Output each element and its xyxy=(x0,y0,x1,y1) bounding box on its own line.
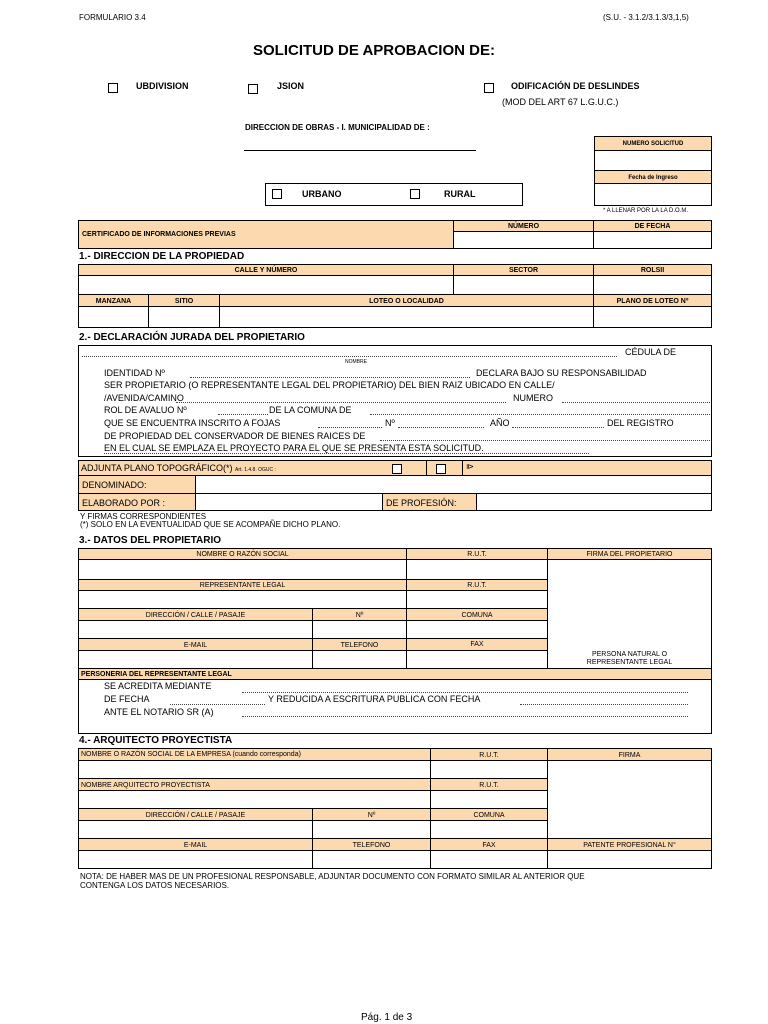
propietario-email-header: E-MAIL xyxy=(78,638,313,651)
firmas-text: Y FIRMAS CORRESPONDIENTES xyxy=(80,512,207,521)
firma-propietario-header: FIRMA DEL PROPIETARIO xyxy=(547,548,712,560)
direccion-obras-label: DIRECCION DE OBRAS - I. MUNICIPALIDAD DE : xyxy=(245,123,430,132)
persona-natural-label: PERSONA NATURAL O xyxy=(591,651,668,658)
municipalidad-line[interactable] xyxy=(244,150,476,151)
propietario-nombre-header: NOMBRE O RAZÓN SOCIAL xyxy=(78,548,407,560)
section-4-title: 4.- ARQUITECTO PROYECTISTA xyxy=(79,735,233,746)
arquitecto-n-field[interactable] xyxy=(312,820,431,839)
numero-solicitud-field[interactable] xyxy=(594,150,712,171)
arquitecto-nombre-header: NOMBRE ARQUITECTO PROYECTISTA xyxy=(78,778,431,791)
acredita-label: SE ACREDITA MEDIANTE xyxy=(104,681,212,691)
propietario-telefono-field[interactable] xyxy=(312,650,407,669)
nombre-line[interactable] xyxy=(82,356,617,357)
urbano-checkbox[interactable] xyxy=(272,189,282,199)
section-1-title: 1.- DIRECCION DE LA PROPIEDAD xyxy=(79,251,245,262)
rol-field[interactable] xyxy=(593,275,712,295)
profesion-field[interactable] xyxy=(476,493,712,511)
representante-rut-header: R.U.T. xyxy=(406,579,548,591)
inscrito-label: QUE SE ENCUENTRA INSCRITO A FOJAS xyxy=(104,418,281,428)
patente-header: PATENTE PROFESIONAL N° xyxy=(547,838,712,851)
empresa-rut-field[interactable] xyxy=(430,760,548,779)
registro-label: DEL REGISTRO xyxy=(607,418,674,428)
urbano-label: URBANO xyxy=(302,189,342,199)
cip-numero-header: NÚMERO xyxy=(453,220,594,232)
ano-label: AÑO xyxy=(490,418,510,428)
propietario-fax-field[interactable] xyxy=(406,650,548,669)
form-id: FORMULARIO 3.4 xyxy=(79,13,146,22)
representante-rut-field[interactable] xyxy=(406,590,548,609)
personeria-fecha-line[interactable] xyxy=(170,704,265,705)
acredita-line[interactable] xyxy=(242,692,688,693)
loteo-header: LOTEO O LOCALIDAD xyxy=(219,294,594,307)
propiedad-label: DE PROPIEDAD DEL CONSERVADOR DE BIENES RAICES DE xyxy=(104,431,366,441)
arquitecto-firma-header: FIRMA xyxy=(547,748,712,761)
rol-header: ROLSII xyxy=(593,264,712,276)
arquitecto-rut-field[interactable] xyxy=(430,790,548,809)
propietario-direccion-header: DIRECCIÓN / CALLE / PASAJE xyxy=(78,608,313,621)
adjunta-plano-label: ADJUNTA PLANO TOPOGRÁFICO(*) xyxy=(81,463,233,473)
arquitecto-email-field[interactable] xyxy=(78,850,313,869)
plano-no-checkbox[interactable] xyxy=(436,464,446,474)
fusion-checkbox[interactable] xyxy=(248,84,258,94)
arquitecto-email-header: E-MAIL xyxy=(78,838,313,851)
conservador-line[interactable] xyxy=(380,440,710,441)
propietario-comuna-header: COMUNA xyxy=(406,608,548,621)
representante-header: REPRESENTANTE LEGAL xyxy=(78,579,407,591)
fusion-label: JSION xyxy=(277,81,305,91)
arquitecto-nombre-field[interactable] xyxy=(78,790,431,809)
numero-line[interactable] xyxy=(562,402,710,403)
dom-note: * A LLENAR POR LA LA D.O.M. xyxy=(603,208,689,214)
nota-line-1: NOTA: DE HABER MAS DE UN PROFESIONAL RESPONSABLE, ADJUNTAR DOCUMENTO CON FORMATO SIMILAR AL ANTERIOR QUE xyxy=(80,872,585,881)
propietario-nombre-field[interactable] xyxy=(78,559,407,580)
rol-avaluo-line[interactable] xyxy=(218,414,268,415)
nota-line-2: CONTENGA LOS DATOS NECESARIOS. xyxy=(80,881,230,890)
elaborado-field[interactable] xyxy=(195,493,383,511)
propietario-comuna-field[interactable] xyxy=(406,620,548,639)
subdivision-label: UBDIVISION xyxy=(136,81,189,91)
rural-label: RURAL xyxy=(444,189,476,199)
plano-divider-a xyxy=(426,460,427,476)
numero-label: NUMERO xyxy=(513,393,553,403)
rural-checkbox[interactable] xyxy=(410,189,420,199)
sector-field[interactable] xyxy=(453,275,594,295)
empresa-field[interactable] xyxy=(78,760,431,779)
calle-header: CALLE Y NÚMERO xyxy=(78,264,454,276)
manzana-header: MANZANA xyxy=(78,294,149,307)
propietario-rut-field[interactable] xyxy=(406,559,548,580)
propietario-fax-header: FAX xyxy=(406,638,548,651)
patente-field[interactable] xyxy=(547,850,712,869)
ser-propietario-text: SER PROPIETARIO (O REPRESENTANTE LEGAL DEL PROPIETARIO) DEL BIEN RAIZ UBICADO EN CALLE/ xyxy=(104,380,555,390)
deslindes-note: (MOD DEL ART 67 L.G.U.C.) xyxy=(502,97,619,107)
arquitecto-direccion-field[interactable] xyxy=(78,820,313,839)
ano-line[interactable] xyxy=(512,427,604,428)
section-2-title: 2.- DECLARACIÓN JURADA DEL PROPIETARIO xyxy=(79,332,305,343)
sitio-header: SITIO xyxy=(148,294,220,307)
representante-field[interactable] xyxy=(78,590,407,609)
direccion-line[interactable] xyxy=(176,402,506,403)
arquitecto-comuna-field[interactable] xyxy=(430,820,548,839)
personeria-fecha-label: DE FECHA xyxy=(104,694,150,704)
propietario-email-field[interactable] xyxy=(78,650,313,669)
n-line[interactable] xyxy=(398,427,484,428)
plano-loteo-field[interactable] xyxy=(593,306,712,328)
adjunta-plano-article: Art. 1.4.8. OGUC : xyxy=(235,467,276,473)
identidad-line[interactable] xyxy=(190,377,470,378)
arquitecto-fax-field[interactable] xyxy=(430,850,548,869)
arquitecto-direccion-header: DIRECCIÓN / CALLE / PASAJE xyxy=(78,808,313,821)
personeria-header: PERSONERIA DEL REPRESENTANTE LEGAL xyxy=(78,668,712,680)
declara-text: DECLARA BAJO SU RESPONSABILIDAD xyxy=(476,368,647,378)
sector-header: SECTOR xyxy=(453,264,594,276)
plano-loteo-header: PLANO DE LOTEO Nº xyxy=(593,294,712,307)
sitio-field[interactable] xyxy=(148,306,220,328)
representante-legal-caption: REPRESENTANTE LEGAL xyxy=(586,659,673,666)
plano-si-checkbox[interactable] xyxy=(392,464,402,474)
arquitecto-fax-header: FAX xyxy=(430,838,548,851)
reducida-line[interactable] xyxy=(520,704,688,705)
section-3-title: 3.- DATOS DEL PROPIETARIO xyxy=(79,535,222,546)
fojas-line[interactable] xyxy=(318,427,382,428)
propietario-direccion-field[interactable] xyxy=(78,620,313,639)
propietario-telefono-header: TELEFONO xyxy=(312,638,407,651)
cip-label-cell: CERTIFICADO DE INFORMACIONES PREVIAS xyxy=(78,220,454,249)
arquitecto-comuna-header: COMUNA xyxy=(430,808,548,821)
arquitecto-firma-field[interactable] xyxy=(547,760,712,839)
page-number: Pág. 1 de 3 xyxy=(361,1012,413,1023)
cip-fecha-field[interactable] xyxy=(593,231,712,249)
fecha-ingreso-header: Fecha de Ingreso xyxy=(594,170,712,184)
rol-avaluo-label: ROL DE AVALUO Nº xyxy=(104,405,187,415)
form-reference: (S.U. - 3.1.2/3.1.3/3,1,5) xyxy=(603,13,689,22)
denominado-label-cell: DENOMINADO: xyxy=(78,475,196,494)
numero-solicitud-header: NUMERO SOLICITUD xyxy=(594,136,712,151)
comuna-label: DE LA COMUNA DE xyxy=(269,405,352,415)
propietario-rut-header: R.U.T. xyxy=(406,548,548,560)
nombre-caption: NOMBRE xyxy=(345,359,367,365)
arquitecto-telefono-field[interactable] xyxy=(312,850,431,869)
cedula-label: CÉDULA DE xyxy=(625,347,677,357)
deslindes-label: ODIFICACIÓN DE DESLINDES xyxy=(511,81,640,91)
subdivision-checkbox[interactable] xyxy=(108,83,118,93)
denominado-field[interactable] xyxy=(195,475,712,494)
page-title: SOLICITUD DE APROBACION DE: xyxy=(253,42,495,59)
fecha-ingreso-field[interactable] xyxy=(594,183,712,206)
empresa-rut-header: R.U.T. xyxy=(430,748,548,761)
emplaza-underline xyxy=(104,453,589,454)
propietario-n-field[interactable] xyxy=(312,620,407,639)
elaborado-label-cell: ELABORADO POR : xyxy=(78,493,196,511)
notario-label: ANTE EL NOTARIO SR (A) xyxy=(104,707,214,717)
arquitecto-telefono-header: TELEFONO xyxy=(312,838,431,851)
arquitecto-rut-header: R.U.T. xyxy=(430,778,548,791)
deslindes-checkbox[interactable] xyxy=(484,83,494,93)
loteo-field[interactable] xyxy=(219,306,594,328)
comuna-line[interactable] xyxy=(370,414,710,415)
plano-nota-text: (*) SOLO EN LA EVENTUALIDAD QUE SE ACOMPAÑE DICHO PLANO. xyxy=(80,520,341,529)
arquitecto-n-header: Nº xyxy=(312,808,431,821)
notario-line[interactable] xyxy=(242,716,688,717)
emplaza-text: EN EL CUAL SE EMPLAZA EL PROYECTO PARA EL QUE SE PRESENTA ESTA SOLICITUD. xyxy=(104,443,484,453)
cip-fecha-header: DE FECHA xyxy=(593,220,712,232)
n-label: Nº xyxy=(385,418,395,428)
plano-bracket-glyph: ⧐ xyxy=(466,462,474,471)
reducida-label: Y REDUCIDA A ESCRITURA PUBLICA CON FECHA xyxy=(268,694,481,704)
manzana-field[interactable] xyxy=(78,306,149,328)
calle-field[interactable] xyxy=(78,275,454,295)
propietario-n-header: Nº xyxy=(312,608,407,621)
avenida-label: /AVENIDA/CAMINO xyxy=(104,393,184,403)
firma-propietario-field[interactable] xyxy=(547,559,712,669)
profesion-label-cell: DE PROFESIÓN: xyxy=(382,493,477,511)
cip-numero-field[interactable] xyxy=(453,231,594,249)
identidad-label: IDENTIDAD Nº xyxy=(104,368,165,378)
plano-divider-b xyxy=(462,460,463,476)
empresa-header: NOMBRE O RAZÓN SOCIAL DE LA EMPRESA (cuando corresponda) xyxy=(78,748,431,761)
